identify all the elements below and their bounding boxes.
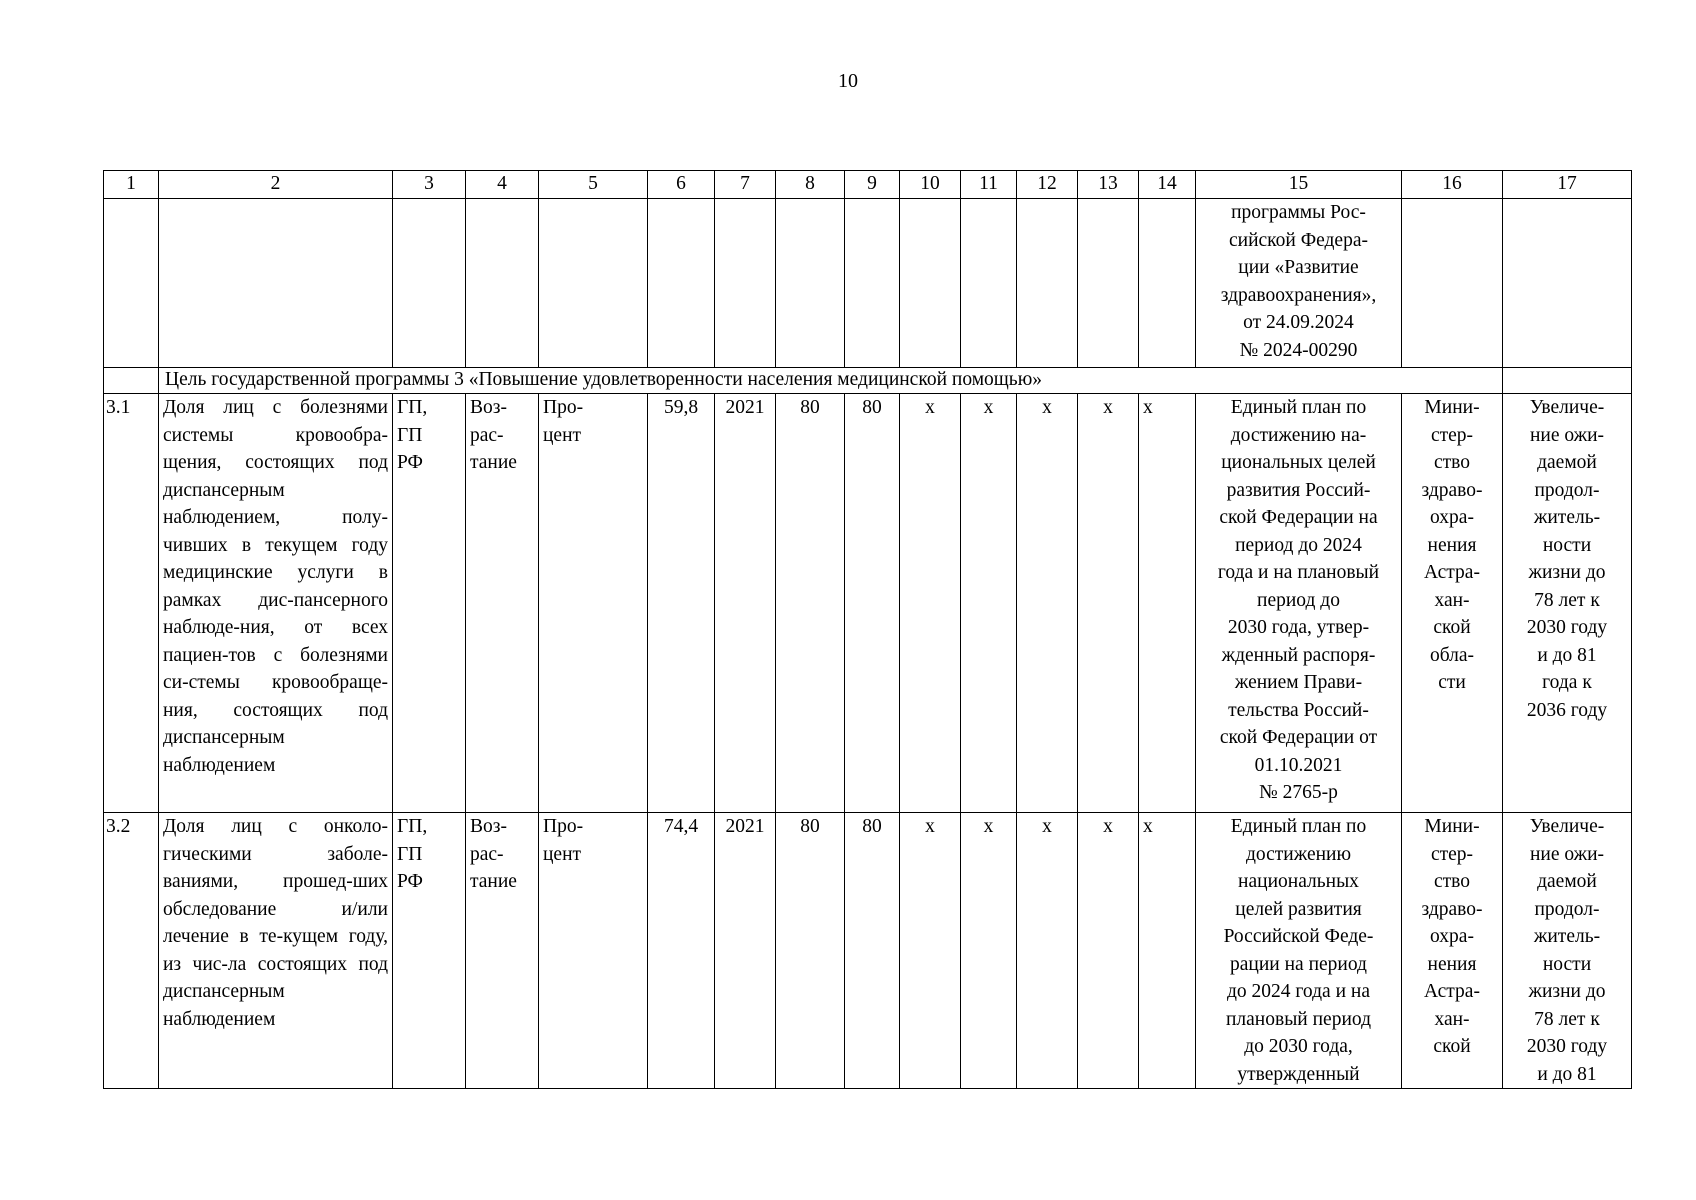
column-header: 3 (393, 171, 466, 199)
value-col11: x (961, 394, 1017, 813)
column-header: 13 (1078, 171, 1139, 199)
column-header: 6 (648, 171, 715, 199)
column-header-row (104, 171, 1632, 199)
value-col10: x (900, 813, 961, 1089)
source-document: Единый план по достижению на- циональных целей развития Россий- ской Федерации на период до 2024 года и на плановый период до 2030 года, утвер- жденный распоря- жением Прави- тельства Россий- ской Федерации от 01.10.2021 № 2765-р (1196, 394, 1402, 813)
column-header: 10 (900, 171, 961, 199)
continuation-row (104, 199, 1632, 368)
base-value: 74,4 (648, 813, 715, 1089)
column-header: 5 (539, 171, 648, 199)
column-header: 2 (159, 171, 393, 199)
column-header: 14 (1139, 171, 1196, 199)
value-col12: x (1017, 813, 1078, 1089)
base-value: 59,8 (648, 394, 715, 813)
responsible-body: Мини- стер- ство здраво- охра- нения Астра- хан- ской (1402, 813, 1503, 1089)
value-col10: x (900, 394, 961, 813)
indicator-trend: Воз- рас- тание (466, 813, 539, 1089)
value-col8: 80 (776, 813, 845, 1089)
column-header: 9 (845, 171, 900, 199)
value-col13: x (1078, 394, 1139, 813)
indicator-unit: Про- цент (539, 813, 648, 1089)
row-number: 3.1 (104, 394, 159, 813)
column-header: 17 (1503, 171, 1632, 199)
indicator-name: Доля лиц с онколо-гическими заболе-ваниями, прошед-ших обследование и/или лечение в те-кущем году, из чис-ла состоящих под диспансерным наблюдением (159, 813, 393, 1089)
indicator-name: Доля лиц с болезнями системы кровообра-щения, состоящих под диспансерным наблюдением, полу-чивших в текущем году медицинские услуги в рамках дис-пансерного наблюде-ния, от всех пациен-тов с болезнями си-стемы кровообраще-ния, состоящих под диспансерным наблюдением (159, 394, 393, 813)
column-header: 7 (715, 171, 776, 199)
value-col9: 80 (845, 394, 900, 813)
table-row (104, 813, 1632, 1089)
linked-goal: Увеличе- ние ожи- даемой продол- житель- ности жизни до 78 лет к 2030 году и до 81 (1503, 813, 1632, 1089)
value-col12: x (1017, 394, 1078, 813)
continuation-document-cell: программы Рос- сийской Федера- ции «Развитие здравоохранения», от 24.09.2024 № 2024-00290 (1196, 199, 1402, 368)
responsible-body: Мини- стер- ство здраво- охра- нения Астра- хан- ской обла- сти (1402, 394, 1503, 813)
indicators-table (103, 170, 1632, 1089)
base-year: 2021 (715, 394, 776, 813)
table-row (104, 394, 1632, 813)
indicator-trend: Воз- рас- тание (466, 394, 539, 813)
value-col14: x (1139, 394, 1196, 813)
value-col13: x (1078, 813, 1139, 1089)
column-header: 4 (466, 171, 539, 199)
value-col11: x (961, 813, 1017, 1089)
column-header: 8 (776, 171, 845, 199)
value-col8: 80 (776, 394, 845, 813)
goal-title: Цель государственной программы 3 «Повышение удовлетворенности населения медицинской помощью» (159, 368, 1503, 394)
linked-goal: Увеличе- ние ожи- даемой продол- житель- ности жизни до 78 лет к 2030 году и до 81 года к 2036 году (1503, 394, 1632, 813)
column-header: 12 (1017, 171, 1078, 199)
indicator-level: ГП, ГП РФ (393, 394, 466, 813)
page-number: 10 (838, 70, 858, 92)
value-col14: x (1139, 813, 1196, 1089)
column-header: 16 (1402, 171, 1503, 199)
indicator-level: ГП, ГП РФ (393, 813, 466, 1089)
column-header: 15 (1196, 171, 1402, 199)
row-number: 3.2 (104, 813, 159, 1089)
source-document: Единый план по достижению национальных целей развития Российской Феде- рации на период до 2024 года и на плановый период до 2030 года, утвержденный (1196, 813, 1402, 1089)
column-header: 1 (104, 171, 159, 199)
column-header: 11 (961, 171, 1017, 199)
goal-row (104, 368, 1632, 394)
base-year: 2021 (715, 813, 776, 1089)
value-col9: 80 (845, 813, 900, 1089)
indicator-unit: Про- цент (539, 394, 648, 813)
